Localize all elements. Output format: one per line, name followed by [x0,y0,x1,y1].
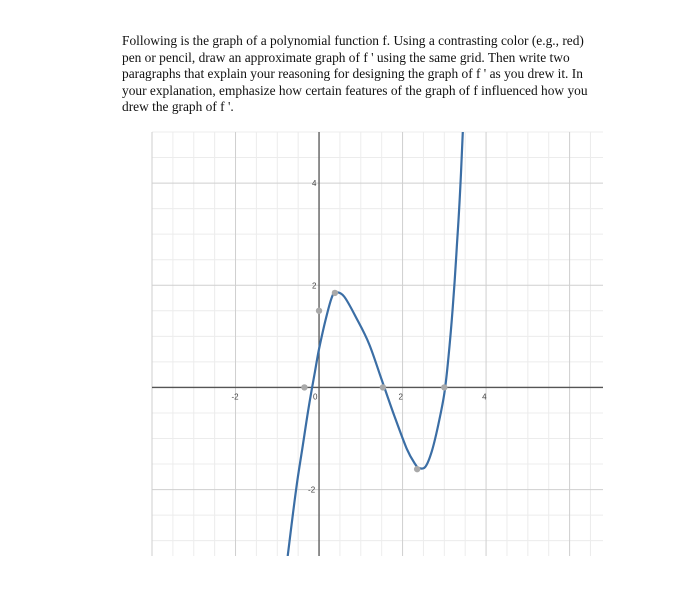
function-curve [288,0,470,556]
y-tick-label: -2 [308,485,316,495]
minor-gridlines [152,132,603,556]
major-gridlines [152,132,603,556]
question-line: drew the graph of f '. [122,99,234,115]
axes [152,132,603,556]
curve-line [288,0,470,556]
question-line: pen or pencil, draw an approximate graph of f ' using the same grid. Then write two [122,49,570,65]
y-tick-label: 2 [312,281,317,291]
x-tick-label: 0 [313,392,318,402]
key-point [441,384,447,390]
x-tick-label: 4 [482,392,487,402]
question-line: your explanation, emphasize how certain features of the graph of f influenced how you [122,82,588,98]
key-point [414,466,420,472]
x-tick-label: -2 [231,392,239,402]
key-points [301,290,447,473]
question-line: Following is the graph of a polynomial function f. Using a contrasting color (e.g., red) [122,33,584,48]
y-tick-label: 4 [312,179,317,189]
key-point [316,308,322,314]
key-point [301,384,307,390]
key-point [332,290,338,296]
question-line: paragraphs that explain your reasoning for designing the graph of f ' as you drew it. In [122,66,583,82]
key-point [380,384,386,390]
x-tick-label: 2 [398,392,404,402]
